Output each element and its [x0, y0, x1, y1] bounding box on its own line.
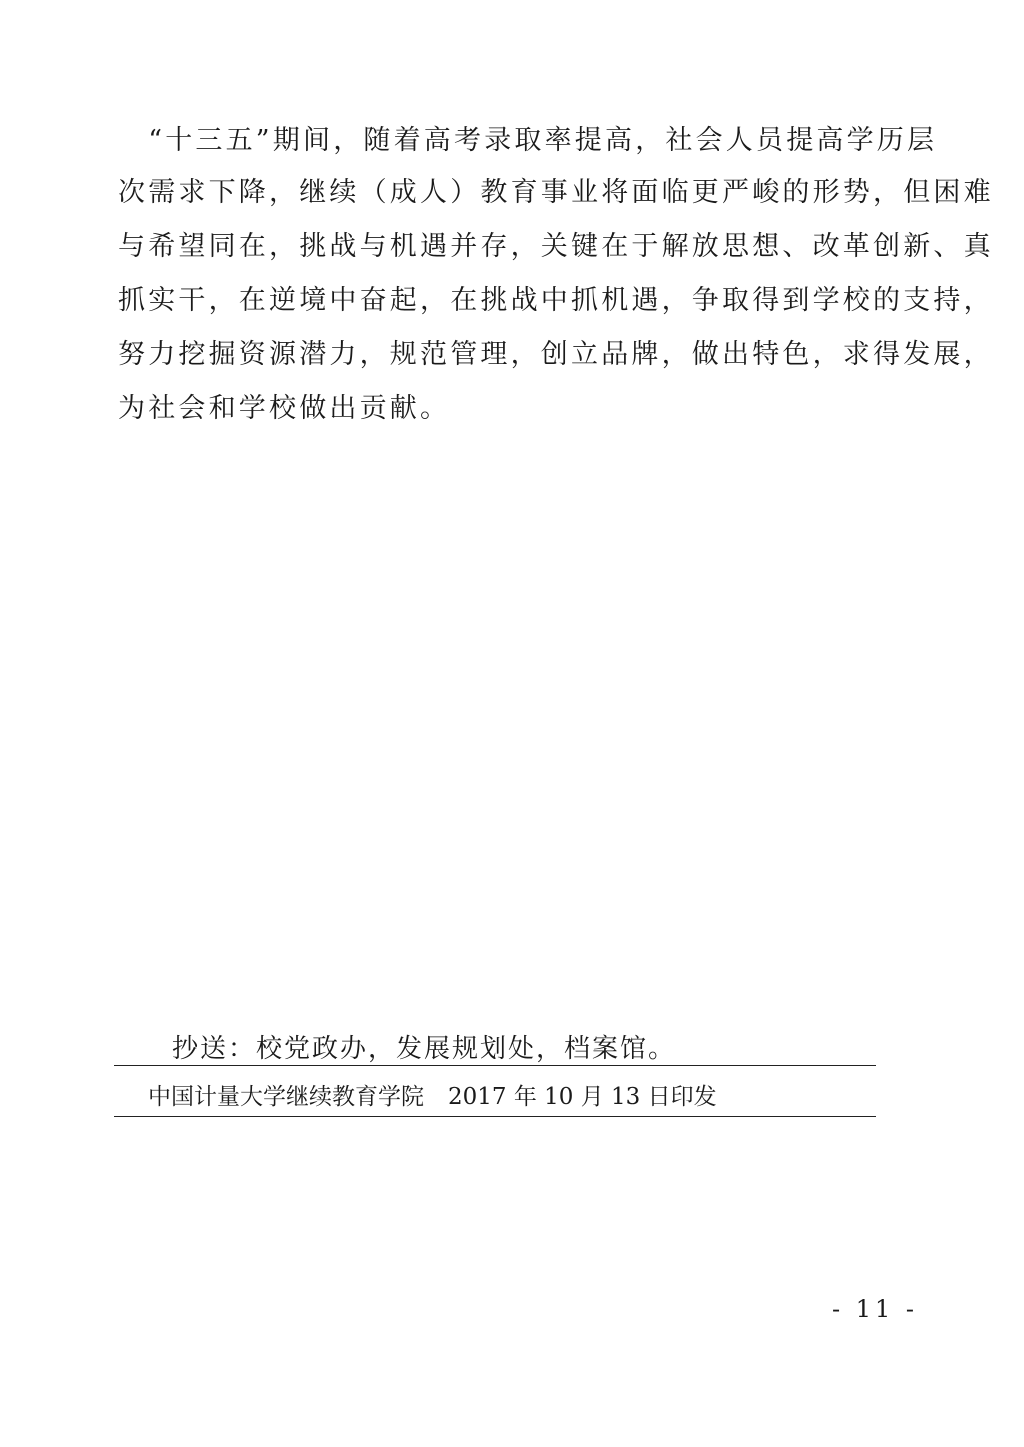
body-line-4: 抓实干，在逆境中奋起，在挑战中抓机遇，争取得到学校的支持， [118, 285, 994, 316]
body-line-3: 与希望同在，挑战与机遇并存，关键在于解放思想、改革创新、真 [118, 231, 994, 262]
footer-bottom-rule [114, 1116, 876, 1117]
body-line-2: 次需求下降，继续（成人）教育事业将面临更严峻的形势，但困难 [118, 177, 994, 208]
issuer-name: 中国计量大学继续教育学院 [148, 1084, 424, 1110]
body-line-5: 努力挖掘资源潜力，规范管理，创立品牌，做出特色，求得发展， [118, 339, 994, 370]
issuer-line [148, 1078, 717, 1111]
page-number: - 11 - [832, 1295, 919, 1323]
body-line-1: “十三五”期间，随着高考录取率提高，社会人员提高学历层 [118, 125, 938, 156]
footer-top-rule [114, 1065, 876, 1066]
issue-date: 2017 年 10 月 13 日印发 [448, 1084, 717, 1110]
body-line-6: 为社会和学校做出贡献。 [118, 393, 451, 424]
cc-recipients: 抄送：校党政办，发展规划处，档案馆。 [172, 1034, 677, 1064]
